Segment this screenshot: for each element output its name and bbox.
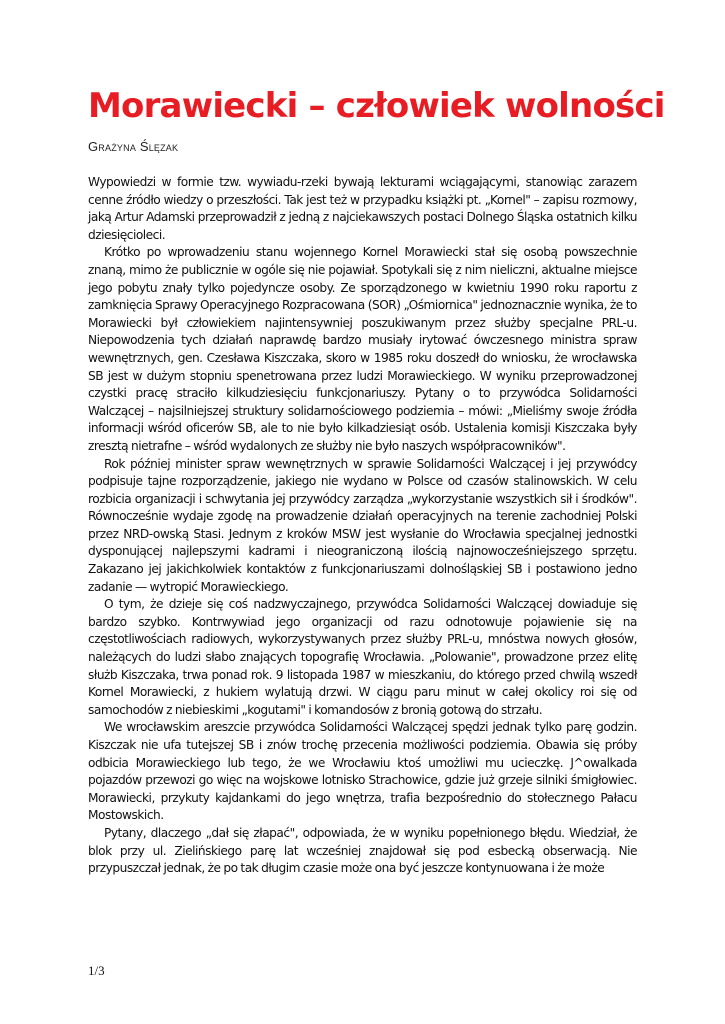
paragraph-4: O tym, że dzieje się coś nadzwyczajnego, przywódca Solidarności Walczącej dowiaduje się bardzo szybko. Kontrwywiad jego organizacji od razu odnotowuje pojawienie się na częstotliwościach radiowych, wykorzystywanych przez służby PRL-u, mnóstwa nowych głosów, należących do ludzi słabo znających topografię Wrocławia. „Polowanie", prowadzone przez elitę służb Kiszczaka, trwa ponad rok. 9 listopada 1987 w mieszkaniu, do którego przed chwilą wszedł Kornel Morawiecki, z hukiem wylatują drzwi. W ciągu paru minut w całej okolicy roi się od samochodów z niebieskimi „kogutami" i komandosów z bronią gotową do strzału. bbox=[88, 597, 637, 717]
paragraph-3: Rok później minister spraw wewnętrznych w sprawie Solidarności Walczącej i jej przywódcy podpisuje tajne rozporządzenie, jakiego nie wydano w Polsce od czasów stalinowskich. W celu rozbicia organizacji i schwytania jej przywódcy zarządza „wykorzystanie wszystkich sił i środków". Równocześnie wydaje zgodę na prowadzenie działań operacyjnych na terenie zachodniej Polski przez NRD-owską Stasi. Jednym z kroków MSW jest wysłanie do Wrocławia specjalnej jednostki dysponującej najlepszymi kadrami i nieograniczoną ilością najnowocześniejszego sprzętu. Zakazano jej jakichkolwiek kontaktów z funkcjonariuszami dolnośląskiej SB i postawiono jedno zadanie — wytropić Morawieckiego. bbox=[88, 456, 637, 594]
paragraph-5: We wrocławskim areszcie przywódca Solidarności Walczącej spędzi jednak tylko parę godzin. Kiszczak nie ufa tutejszej SB i znów trochę przecenia możliwości podziemia. Obawia się próby odbicia Morawieckiego lub tego, że we Wrocławiu ktoś umożliwi mu ucieczkę. J^owalkada pojazdów przewozi go więc na wojskowe lotnisko Strachowice, gdzie już grzeje silniki śmigłowiec. Morawiecki, przykuty kajdankami do jego wnętrza, trafia bezpośrednio do stołecznego Pałacu Mostowskich. bbox=[88, 720, 637, 823]
paragraph-1: Wypowiedzi w formie tzw. wywiadu-rzeki bywają lekturami wciągającymi, stanowiąc zarazem cenne źródło wiedzy o przeszłości. Tak jest też w przypadku książki pt. „Kornel" – zapisu rozmowy, jaką Artur Adamski przeprowadził z jedną z najciekawszych postaci Dolnego Śląska ostatnich kilku dziesięcioleci. bbox=[88, 175, 637, 242]
paragraph-6: Pytany, dlaczego „dał się złapać", odpowiada, że w wyniku popełnionego błędu. Wiedział, że blok przy ul. Zielińskiego parę lat wcześniej znajdował się pod esbecką obserwacją. Nie przypuszczał jednak, że po tak długim czasie może ona być jeszcze kontynuowana i że może bbox=[88, 825, 637, 876]
article-body bbox=[88, 174, 637, 878]
paragraph-2: Krótko po wprowadzeniu stanu wojennego Kornel Morawiecki stał się osobą powszechnie znaną, mimo że publicznie w ogóle się nie pojawiał. Spotykali się z nim nieliczni, aktualne miejsce jego pobytu znały tylko pojedyncze osoby. Ze sporządzonego w kwietniu 1990 roku raportu z zamknięcia Sprawy Operacyjnego Rozpracowana (SOR) „Ośmiornica" jednoznacznie wynika, że to Morawiecki był człowiekiem najintensywniej poszukiwanym przez służby specjalne PRL-u. Niepowodzenia tych działań naprawdę bardzo musiały irytować ówczesnego ministra spraw wewnętrznych, gen. Czesława Kiszczaka, skoro w 1985 roku doszedł do wniosku, że wrocławska SB jest w dużym stopniu spenetrowana przez ludzi Morawieckiego. W wyniku przeprowadzonej czystki pracę straciło kilkudziesięciu funkcjonariuszy. Pytany o to przywódca Solidarności Walczącej – najsilniejszej struktury solidarnościowego podziemia – mówi: „Mieliśmy swoje źródła informacji wśród oficerów SB, ale to nie było kilkadziesiąt osób. Ustalenia komisji Kiszczaka były zresztą nietrafne – wśród wydalonych ze służby nie było naszych współpracowników". bbox=[88, 245, 637, 453]
page-number: 1/3 bbox=[88, 963, 105, 978]
article-title: Morawiecki – człowiek wolności bbox=[88, 86, 665, 126]
article-author: Grażyna Ślęzak bbox=[88, 139, 179, 154]
